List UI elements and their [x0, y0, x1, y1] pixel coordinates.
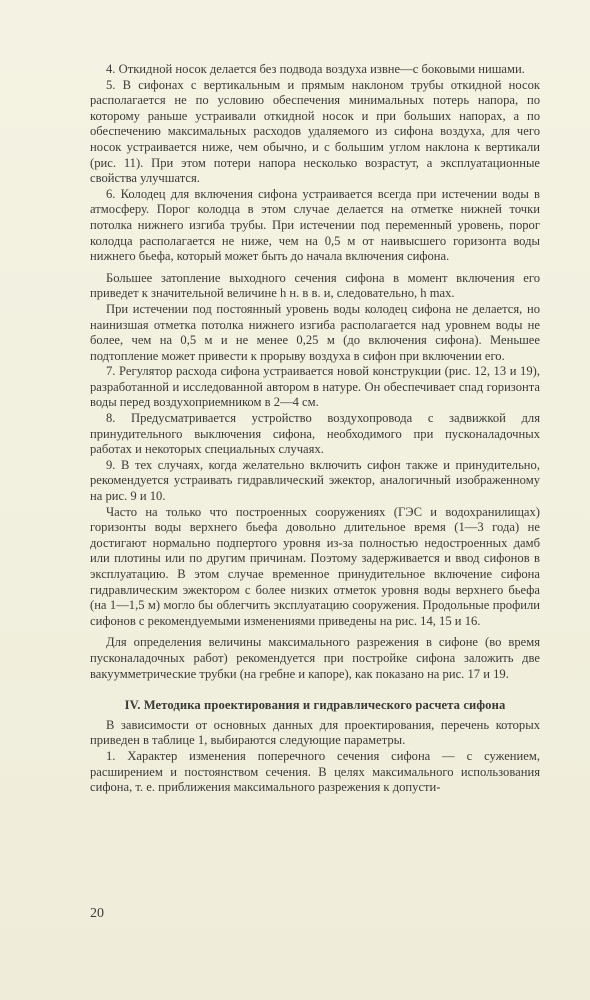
paragraph-submerged-outlet: Большее затопление выходного сечения сифона в момент включения его приведет к значительной величине h н. в в. и, следовательно, h max. [90, 270, 540, 301]
paragraph-section-item-1: 1. Характер изменения поперечного сечения сифона — с сужением, расширением и постоянством сечения. В целях максимального использования сифона, т. е. приближения максимального разрежения к допусти- [90, 748, 540, 795]
paragraph-section-intro: В зависимости от основных данных для проектирования, перечень которых приведен в таблице 1, выбираются следующие параметры. [90, 717, 540, 748]
paragraph-item-7: 7. Регулятор расхода сифона устраивается новой конструкции (рис. 12, 13 и 19), разработанной и исследованной автором в натуре. Он обеспечивает спад горизонта воды перед воздухоприемником в 2—4 см. [90, 364, 540, 410]
page-number: 20 [90, 906, 104, 921]
paragraph-item-4: 4. Откидной носок делается без подвода воздуха извне—с боковыми нишами. [106, 62, 525, 76]
paragraph-item-9: 9. В тех случаях, когда желательно включить сифон также и принудительно, рекомендуется устраивать гидравлический эжектор, аналогичный изображенному на рис. 9 и 10. [90, 457, 540, 504]
paragraph-constant-level: При истечении под постоянный уровень воды колодец сифона не делается, но наинизшая отметка потолка нижнего изгиба располагается над уровнем воды не более, чем на 0,5 м и не менее 0,25 м (до включения сифона). Меньшее подтопление может привести к прорыву воздуха в сифон при включении его. [90, 301, 540, 363]
section-heading: IV. Методика проектирования и гидравлического расчета сифона [124, 698, 506, 713]
paragraph-item-8: 8. Предусматривается устройство воздухопровода с задвижкой для принудительного выключения сифона, необходимого при пусконаладочных работах и некоторых специальных случаях. [90, 411, 540, 457]
paragraph-item-5: 5. В сифонах с вертикальным и прямым наклоном трубы откидной носок располагается не по условию обеспечения минимальных потерь напора, по которому раньше устраивали откидной носок и при больших напорах, а по обеспечению максимальных расходов удаляемого из сифона воздуха, для чего носок устраивается ниже, чем обычно, и с большим углом наклона к вертикали (рис. 11). При этом потери напора несколько возрастут, а эксплуатационные свойства улучшатся. [90, 77, 540, 186]
paragraph-new-structures: Часто на только что построенных сооружениях (ГЭС и водохранилищах) горизонты воды верхнего бьефа довольно длительное время (1—3 года) не достигают нормально подпертого уровня из-за полностью недостроенных дамб или плотины или по другим причинам. Поэтому задерживается и ввод сифонов в эксплуатацию. В этом случае временное принудительное включение сифона гидравлическим эжектором с более низких отметок уровня воды верхнего бьефа (на 1—1,5 м) могло бы облегчить эксплуатацию сооружения. Продольные профили сифонов с рекомендуемыми изменениями приведены на рис. 14, 15 и 16. [90, 504, 540, 628]
paragraph-item-6: 6. Колодец для включения сифона устраивается всегда при истечении воды в атмосферу. Порог колодца в этом случае делается на отметке нижней точки потолка нижнего изгиба трубы. При истечении под переменный уровень, порог колодца располагается не ниже, чем на 0,5 м от наивысшего горизонта воды нижнего бьефа, который может быть до начала включения сифона. [90, 186, 540, 264]
paragraph-vacuum-tubes: Для определения величины максимального разрежения в сифоне (во время пусконаладочных работ) рекомендуется при постройке сифона заложить две вакуумметрические трубки (на гребне и капоре), как показано на рис. 17 и 19. [90, 635, 540, 681]
body-text [90, 62, 540, 796]
